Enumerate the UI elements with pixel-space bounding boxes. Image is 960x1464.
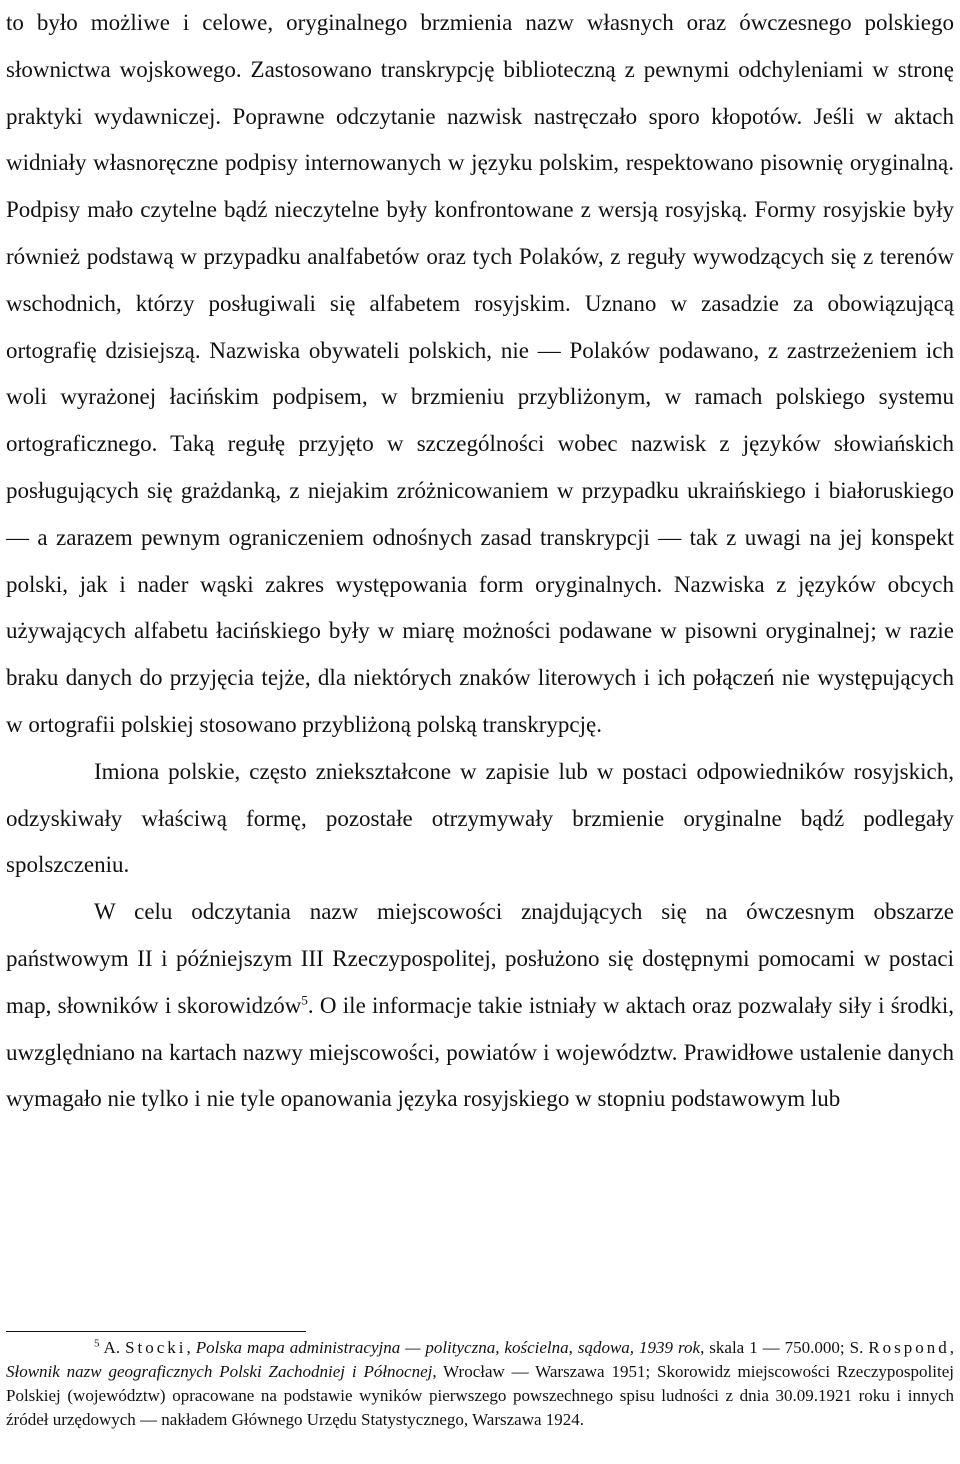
footnote-reference: 5 xyxy=(301,992,308,1008)
paragraph-1 xyxy=(6,0,954,749)
footnotes xyxy=(6,1336,954,1432)
footnote-separator xyxy=(6,1331,306,1332)
body-text xyxy=(6,0,954,1123)
paragraph-3 xyxy=(6,889,954,1123)
footnote-text: , xyxy=(186,1338,196,1357)
footnote-author: Rospond xyxy=(868,1338,950,1357)
footnote-title: Słownik nazw geograficznych Polski Zachodniej i Północnej xyxy=(6,1362,433,1381)
paragraph-2-text: Imiona polskie, często zniekształcone w zapisie lub w postaci odpowiedników rosyjskich, odzyskiwały właściwą formę, pozostałe otrzymywały brzmienie oryginalne bądź podlegały spolszczeniu. xyxy=(6,758,954,878)
paragraph-2 xyxy=(6,749,954,889)
footnote-author: Stocki xyxy=(125,1338,187,1357)
footnote-text: A. xyxy=(99,1338,126,1357)
paragraph-3-text-end: . O ile informacje takie istniały w aktach oraz pozwalały siły i środki, uwzględniano na kartach nazwy miejscowości, powiatów i województw. Prawidłowe ustalenie danych wymagało nie tylko i nie tyle opanowania języka rosyjskiego w stopniu podstawowym lub xyxy=(6,992,954,1112)
footnote-title: Polska mapa administracyjna — polityczna, kościelna, sądowa, 1939 rok xyxy=(195,1338,701,1357)
footnote-text: , xyxy=(949,1338,955,1357)
document-page xyxy=(6,0,955,1429)
paragraph-3-text-start: W celu odczytania nazw miejscowości znajdujących się na ówczesnym obszarze państwowym II i późniejszym III Rzeczypospolitej, posłużono się dostępnymi pomocami w postaci map, słowników i skorowidzów xyxy=(6,899,954,1018)
footnote-marker: 5 xyxy=(94,1337,100,1350)
footnote-text: , Wrocław — Warszawa 1951; Skorowidz miejscowości Rzeczypospolitej Polskiej (województw) opracowane na podstawie wyników pierwszego powszechnego spisu ludności z dnia 30.09.1921 roku i innych źródeł urzędowych — nakładem Głównego Urzędu Statystycznego, Warszawa 1924. xyxy=(6,1362,954,1429)
footnote-5 xyxy=(6,1336,954,1432)
footnote-text: , skala 1 — 750.000; S. xyxy=(700,1338,869,1357)
paragraph-1-text: to było możliwe i celowe, oryginalnego brzmienia nazw własnych oraz ówczesnego polskiego słownictwa wojskowego. Zastosowano transkrypcję biblioteczną z pewnymi odchyleniami w stronę praktyki wydawniczej. Poprawne odczytanie nazwisk nastręczało sporo kłopotów. Jeśli w aktach widniały własnoręczne podpisy internowanych w języku polskim, respektowano pisownię oryginalną. Podpisy mało czytelne bądź nieczytelne były konfrontowane z wersją rosyjską. Formy rosyjskie były również podstawą w przypadku analfabetów oraz tych Polaków, z reguły wywodzących się z terenów wschodnich, którzy posługiwali się alfabetem rosyjskim. Uznano w zasadzie za obowiązującą ortografię dzisiejszą. Nazwiska obywateli polskich, nie — Polaków podawano, z zastrzeżeniem ich woli wyrażonej łacińskim podpisem, w brzmieniu przybliżonym, w ramach polskiego systemu ortograficznego. Taką regułę przyjęto w szczególności wobec nazwisk z języków słowiańskich posługujących się grażdanką, z niejakim zróżnicowaniem w przypadku ukraińskiego i białoruskiego — a zarazem pewnym ograniczeniem odnośnych zasad transkrypcji — tak z uwagi na jej konspekt polski, jak i nader wąski zakres występowania form oryginalnych. Nazwiska z języków obcych używających alfabetu łacińskiego były w miarę możności podawane w pisowni oryginalnej; w razie braku danych do przyjęcia tejże, dla niektórych znaków literowych i ich połączeń nie występujących w ortografii polskiej stosowano przybliżoną polską transkrypcję. xyxy=(6,10,954,737)
